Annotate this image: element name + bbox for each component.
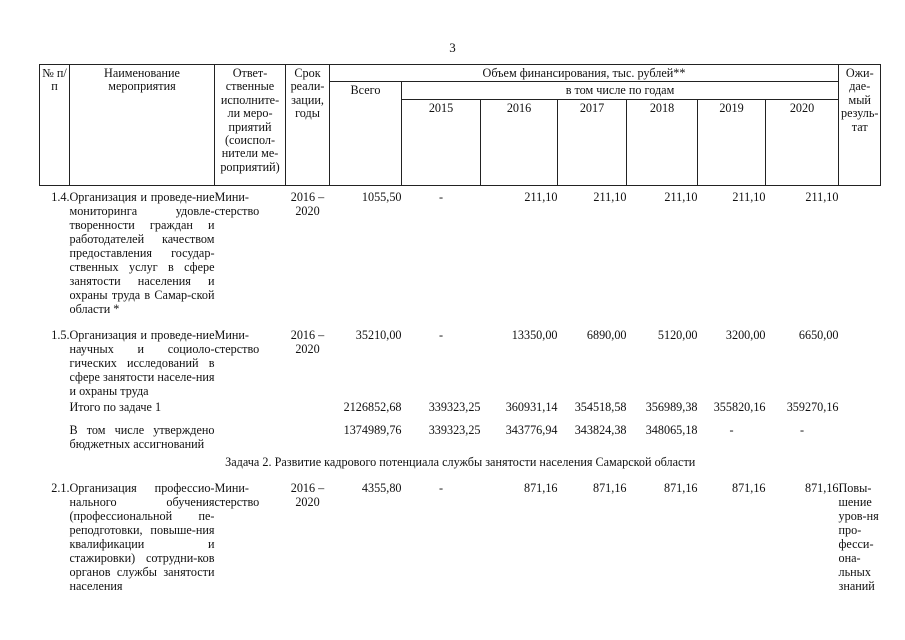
year-value: 356989,38 — [645, 399, 698, 414]
header-by-years: в том числе по годам — [402, 82, 839, 99]
header-total: Всего — [330, 82, 402, 185]
year-value: 343776,94 — [505, 422, 558, 437]
year-value: - — [438, 189, 444, 204]
year-value: - — [729, 422, 734, 437]
year-value: - — [438, 480, 444, 495]
responsible: Мини-стерство — [214, 480, 260, 509]
year-value: 343824,38 — [574, 422, 627, 437]
funding-table — [39, 64, 881, 593]
activity-name: Организация и проведе-ние мониторинга удовле-творенности граждан и работодателей качеством предоставления государ-ственных услуг в сфере занятости населения и охраны труда в Самар-ской области * — [69, 189, 215, 316]
year-value: 211,10 — [593, 189, 627, 204]
approved-label: В том числе утверждено бюджетных ассигнований — [69, 422, 215, 451]
term: 2016 – 2020 — [290, 480, 325, 509]
total-value: 35210,00 — [355, 327, 402, 342]
expected-result: Повы-шение уров-ня про-фесси-она-льных знаний — [838, 480, 879, 593]
header-year: 2018 — [627, 99, 698, 185]
total-value: 1374989,76 — [343, 422, 402, 437]
year-value: 6650,00 — [798, 327, 839, 342]
approved-row — [40, 415, 881, 451]
table-row — [40, 185, 881, 316]
year-value: 339323,25 — [428, 422, 481, 437]
total-value: 2126852,68 — [343, 399, 402, 414]
term: 2016 – 2020 — [290, 189, 325, 218]
header-name: Наименование мероприятия — [70, 65, 215, 186]
year-value: 871,16 — [804, 480, 839, 495]
table-row — [40, 470, 881, 593]
responsible: Мини-стерство — [214, 327, 260, 356]
year-value: 6890,00 — [586, 327, 627, 342]
year-value: 211,10 — [664, 189, 698, 204]
header-result: Ожи-дае-мый резуль-тат — [839, 65, 881, 186]
year-value: 354518,58 — [574, 399, 627, 414]
year-value: 348065,18 — [645, 422, 698, 437]
task-total-row — [40, 398, 881, 415]
year-value: 5120,00 — [657, 327, 698, 342]
table-row — [40, 316, 881, 398]
term: 2016 – 2020 — [290, 327, 325, 356]
header-funding: Объем финансирования, тыс. рублей** — [330, 65, 839, 82]
responsible: Мини-стерство — [214, 189, 260, 218]
year-value: 359270,16 — [786, 399, 839, 414]
activity-name: Организация и проведе-ние научных и социоло-гических исследований в сфере занятости населе-ния и охраны труда — [69, 327, 215, 398]
row-number: 1.4. — [51, 189, 70, 204]
year-value: 13350,00 — [511, 327, 558, 342]
year-value: 871,16 — [592, 480, 627, 495]
year-value: 211,10 — [524, 189, 558, 204]
header-year: 2019 — [698, 99, 766, 185]
header-responsible: Ответ-ственные исполните-ли меро-приятий (соиспол-нители ме-роприятий) — [215, 65, 286, 186]
row-number: 2.1. — [51, 480, 70, 495]
year-value: 339323,25 — [428, 399, 481, 414]
total-value: 4355,80 — [361, 480, 402, 495]
year-value: - — [438, 327, 444, 342]
header-year: 2016 — [481, 99, 558, 185]
year-value: 871,16 — [731, 480, 766, 495]
header-term: Срок реали-зации, годы — [286, 65, 330, 186]
year-value: 211,10 — [732, 189, 766, 204]
year-value: 355820,16 — [713, 399, 766, 414]
year-value: 3200,00 — [725, 327, 766, 342]
year-value: 360931,14 — [505, 399, 558, 414]
header-year: 2020 — [766, 99, 839, 185]
task-heading-row — [40, 451, 881, 470]
result — [839, 316, 881, 398]
year-value: 871,16 — [523, 480, 558, 495]
header-year: 2017 — [558, 99, 627, 185]
header-year: 2015 — [402, 99, 481, 185]
result — [839, 185, 881, 316]
total-label: Итого по задаче 1 — [69, 399, 162, 414]
year-value: 871,16 — [663, 480, 698, 495]
total-value: 1055,50 — [361, 189, 402, 204]
year-value: - — [799, 422, 805, 437]
task2-title: Задача 2. Развитие кадрового потенциала службы занятости населения Самарской области — [225, 454, 696, 469]
header-no: № п/п — [40, 65, 70, 186]
row-number: 1.5. — [51, 327, 70, 342]
page-number: 3 — [449, 40, 456, 55]
activity-name: Организация профессио-нального обучения (профессиональной пе-реподготовки, повыше-ния квалификации и стажировки) сотрудни-ков органов службы занятости населения — [69, 480, 215, 593]
year-value: 211,10 — [805, 189, 839, 204]
